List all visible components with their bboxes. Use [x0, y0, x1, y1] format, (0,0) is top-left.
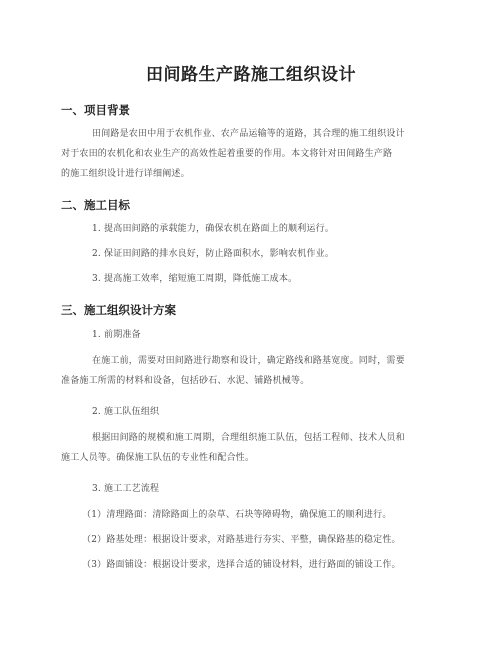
process-step: （2）路基处理：根据设计要求，对路基进行夯实、平整，确保路基的稳定性。 [82, 535, 401, 545]
section-heading-goals: 二、施工目标 [61, 198, 130, 212]
subsection-label: 2. 施工队伍组织 [92, 407, 160, 417]
subsection-label: 3. 施工工艺流程 [92, 484, 160, 494]
document-title: 田间路生产路施工组织设计 [146, 65, 356, 85]
paragraph-line: 准备施工所需的材料和设备，包括砂石、水泥、铺路机械等。 [61, 376, 310, 386]
paragraph-line: 田间路是农田中用于农机作业、农产品运输等的道路，其合理的施工组织设计 [92, 129, 405, 139]
process-step: （1）清理路面：清除路面上的杂草、石块等障碍物，确保施工的顺利进行。 [82, 510, 392, 520]
paragraph-line: 在施工前，需要对田间路进行勘察和设计，确定路线和路基宽度。同时，需要 [92, 356, 405, 366]
subsection-label: 1. 前期准备 [92, 330, 141, 340]
list-item: 2. 保证田间路的排水良好，防止路面积水，影响农机作业。 [92, 249, 335, 259]
section-heading-background: 一、项目背景 [61, 103, 130, 117]
paragraph-line: 的施工组织设计进行详细阐述。 [61, 169, 190, 179]
list-item: 1. 提高田间路的承载能力，确保农机在路面上的顺利运行。 [92, 224, 335, 234]
process-step: （3）路面铺设：根据设计要求，选择合适的铺设材料，进行路面的铺设工作。 [82, 560, 401, 570]
paragraph-line: 施工人员等。确保施工队伍的专业性和配合性。 [61, 453, 255, 463]
paragraph-line: 对于农田的农机化和农业生产的高效性起着重要的作用。本文将针对田间路生产路 [61, 149, 393, 159]
paragraph-line: 根据田间路的规模和施工周期，合理组织施工队伍，包括工程师、技术人员和 [92, 433, 405, 443]
section-heading-plan: 三、施工组织设计方案 [61, 303, 176, 317]
list-item: 3. 提高施工效率，缩短施工周期，降低施工成本。 [92, 274, 298, 284]
